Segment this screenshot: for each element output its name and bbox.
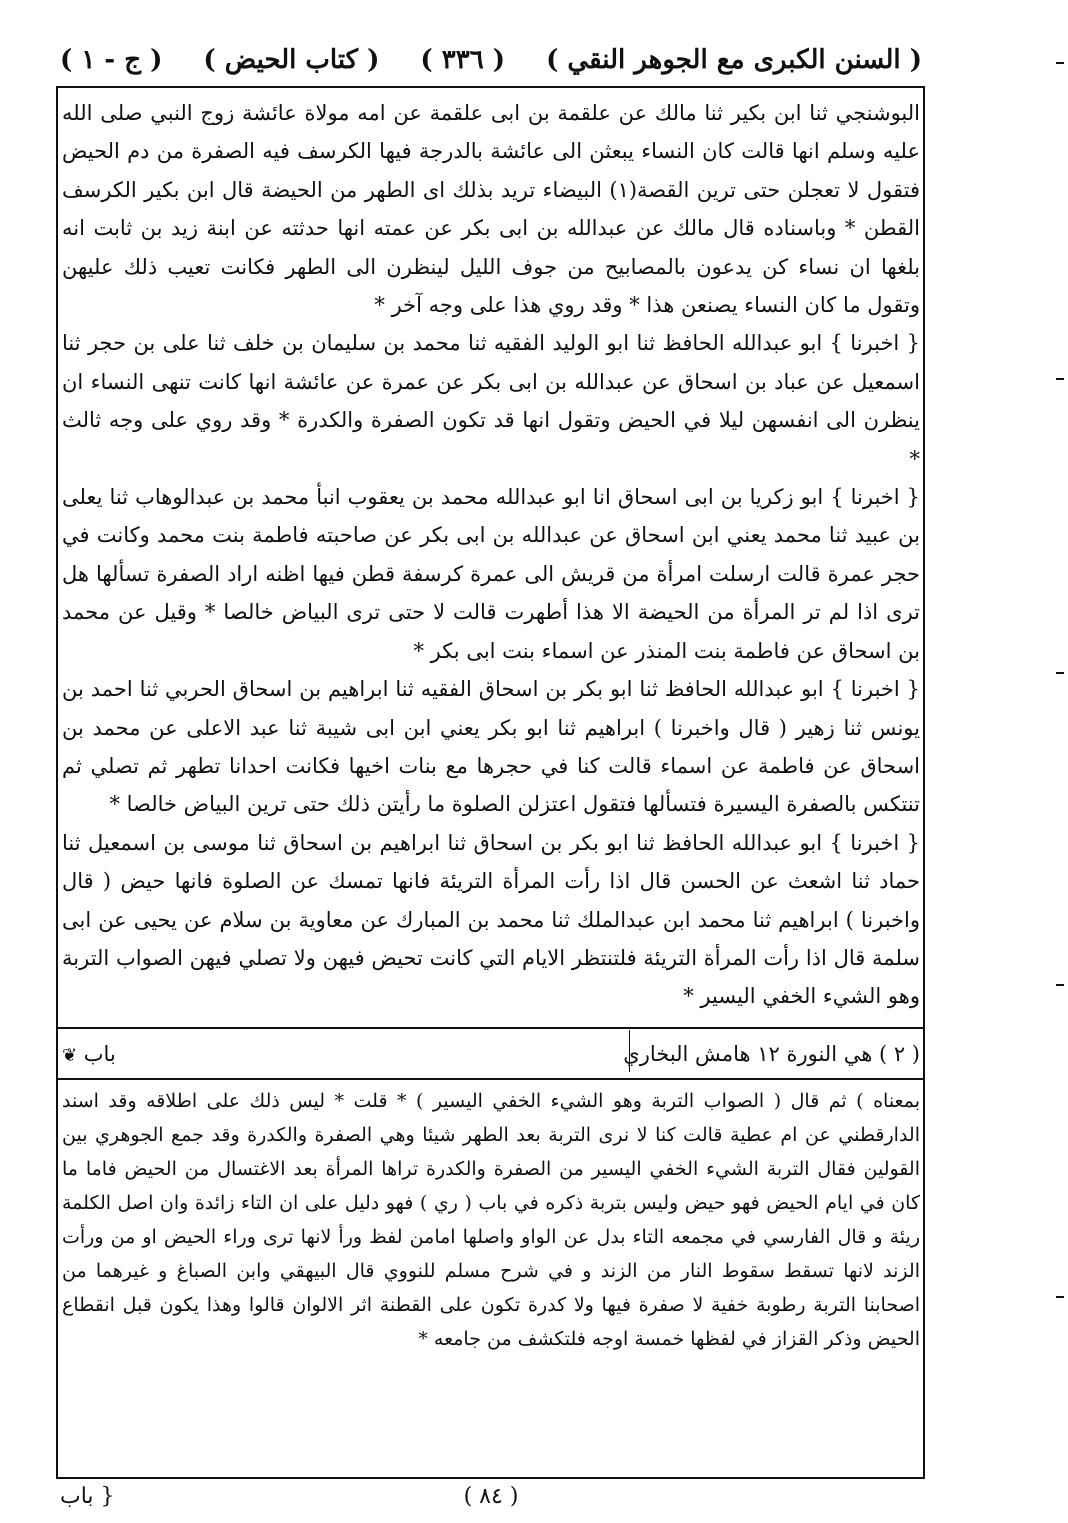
- footer-page-number: ( ٨٤ ): [463, 1484, 519, 1509]
- section-title: ( كتاب الحيض ): [203, 45, 380, 75]
- main-paragraph: البوشنجي ثنا ابن بكير ثنا مالك عن علقمة بن ابى علقمة عن امه مولاة عائشة زوج النبي صلى الله عليه وسلم انها قالت كان النساء يبعثن الى عائشة بالدرجة فيها الكرسف فيه الصفرة من دم الحيض فتقول لا تعجلن حتى ترين القصة(١) البيضاء تريد بذلك اى الطهر من الحيضة قال ابن بكير الكرسف القطن * وباسناده قال مالك عن عبدالله بن ابى بكر عن عمته انها حدثته عن ابنة زيد بن ثابت انه بلغها ان نساء كن يدعون بالمصابيح من جوف الليل لينظرن الى الطهر فكانت تعيب ذلك عليهن وتقول ما كان النساء يصنعن هذا * وقد روي هذا على وجه آخر *: [62, 101, 920, 318]
- margin-tick: [1056, 378, 1064, 380]
- volume-number: ( ج - ١ ): [60, 45, 163, 75]
- column-separator: [629, 1030, 630, 1072]
- header-page-number: ( ٣٣٦ ): [420, 45, 506, 75]
- margin-tick: [1056, 1296, 1064, 1298]
- margin-note-row: [62, 1036, 920, 1072]
- margin-note: ( ٢ ) هي النورة ١٢ هامش البخاري: [623, 1042, 920, 1066]
- section-divider: [56, 1027, 925, 1029]
- main-paragraph: { اخبرنا } ابو عبدالله الحافظ ثنا ابو بكر بن اسحاق ثنا ابراهيم بن اسحاق ثنا موسى بن اسمعيل ثنا حماد ثنا اشعث عن الحسن قال اذا رأت المرأة التريئة فانها تمسك عن الصلوة فانها حيض ( قال واخبرنا ) ابراهيم ثنا محمد ابن عبدالملك ثنا محمد بن المبارك عن معاوية بن سلام عن يحيى عن ابى سلمة قال اذا رأت المرأة التريئة فلتنتظر الايام التي كانت تحيض فيهن ولا تصلي فيهن الصواب التربة وهو الشيء الخفي اليسير *: [62, 830, 920, 1009]
- footnote-text: [62, 1084, 920, 1474]
- main-paragraph: { اخبرنا } ابو زكريا بن ابى اسحاق انا ابو عبدالله محمد بن يعقوب انبأ محمد بن عبدالوهاب ثنا يعلى بن عبيد ثنا محمد يعني ابن اسحاق عن عبدالله بن ابى بكر عن صاحبته فاطمة بنت محمد وكانت في حجر عمرة قالت ارسلت امرأة من قريش الى عمرة كرسفة قطن فيها اظنه اراد الصفرة تسألها هل ترى اذا لم تر المرأة من الحيضة الا هذا أطهرت قالت لا حتى ترى البياض خالصا * وقيل عن محمد بن اسحاق عن فاطمة بنت المنذر عن اسماء بنت ابى بكر *: [62, 485, 920, 663]
- margin-tick: [1056, 672, 1064, 674]
- footnote-paragraph: بمعناه ) ثم قال ( الصواب التربة وهو الشيء الخفي اليسير ) * قلت * ليس ذلك على اطلاقه وقد اسند الدارقطني عن ام عطية قالت كنا لا نرى التربة بعد الطهر شيئا وهي الصفرة والكدرة وقد جمع الجوهري بين القولين فقال التربة الشيء الخفي اليسير من الصفرة والكدرة تراها المرأة بعد الاغتسال من الحيض فاما ما كان في ايام الحيض فهو حيض وليس بتربة ذكره في باب ( ري ) فهو دليل على ان التاء زائدة وان اصل الكلمة ريئة و قال الفارسي في مجمعه التاء بدل عن الواو واصلها امامن لفظ ورأ لانها ترى وراء الحيض او من ورأت الزند لانها تسقط سقوط النار من الزند و في شرح مسلم للنووي قال البيهقي وابن الصباغ و غيرهما من اصحابنا التربة رطوبة خفية لا صفرة فيها ولا كدرة تكون على القطنة اثر الالوان قالوا وهذا يكون قبل انقطاع الحيض وذكر القزاز في لفظها خمسة اوجه فلتكشف من جامعه *: [62, 1090, 920, 1350]
- margin-tick: [1056, 62, 1064, 64]
- page-footer: [60, 1484, 922, 1514]
- ornament-icon: ❦: [62, 1045, 78, 1066]
- main-paragraph: { اخبرنا } ابو عبدالله الحافظ ثنا ابو بكر بن اسحاق الفقيه ثنا ابراهيم بن اسحاق الحربي ثنا احمد بن يونس ثنا زهير ( قال واخبرنا ) ابراهيم ثنا ابو بكر يعني ابن ابى شيبة ثنا عبد الاعلى عن محمد بن اسحاق عن فاطمة عن اسماء قالت كنا في حجرها مع بنات اخيها فكانت احدانا تطهر ثم تصلي ثم تنتكس بالصفرة اليسيرة فتسألها فتقول اعتزلن الصلوة ما رأيتن ذلك حتى ترين البياض خالصا *: [62, 677, 920, 817]
- book-title: ( السنن الكبرى مع الجوهر النقي ): [546, 45, 922, 75]
- main-text: [62, 94, 920, 1024]
- main-paragraph: { اخبرنا } ابو عبدالله الحافظ ثنا ابو الوليد الفقيه ثنا محمد بن سليمان بن خلف ثنا على بن حجر ثنا اسمعيل عن عباد بن اسحاق عن عبدالله بن ابى بكر عن عمرة عن عائشة انها كانت تنهى النساء ان ينظرن الى انفسهن ليلا في الحيض وتقول انها قد تكون الصفرة والكدرة * وقد روي على وجه ثالث *: [62, 331, 920, 471]
- catchword: { باب: [60, 1484, 115, 1509]
- margin-tick: [1056, 984, 1064, 986]
- bab-label: باب ❦: [62, 1042, 116, 1066]
- running-head: [60, 40, 922, 80]
- footnote-divider: [56, 1078, 925, 1080]
